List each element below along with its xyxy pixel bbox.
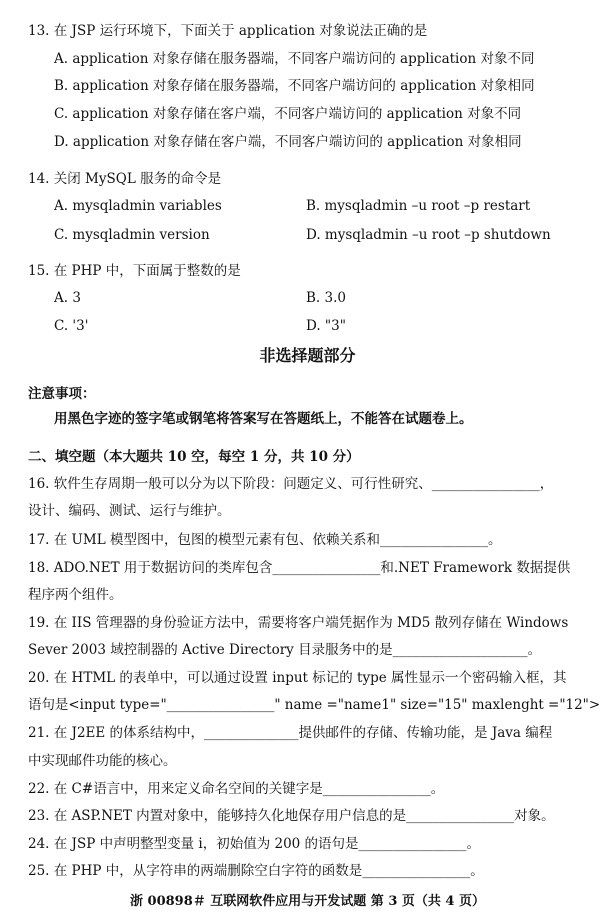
q15-option-d: D. "3" [306, 318, 346, 334]
q13-option-d: D. application 对象存储在客户端，不同客户端访问的 application 对象相同 [54, 134, 522, 150]
notice-text: 用黑色字迹的签字笔或钢笔将答案写在答题纸上，不能答在试题卷上。 [54, 411, 473, 427]
q14-option-b: B. mysqladmin –u root –p restart [306, 198, 531, 214]
q25: 25. 在 PHP 中，从字符串的两端删除空白字符的函数是________________。 [28, 863, 484, 879]
q18-line2: 程序两个组件。 [28, 587, 123, 603]
section-title: 非选择题部分 [259, 346, 356, 365]
q21-line1: 21. 在 J2EE 的体系结构中，______________提供邮件的存储、传输功能，是 Java 编程 [28, 725, 553, 741]
page-footer: 浙 00898＃ 互联网软件应用与开发试题 第 3 页（共 4 页） [130, 894, 485, 909]
q23: 23. 在 ASP.NET 内置对象中，能够持久化地保存用户信息的是________________对象。 [28, 808, 555, 824]
q24: 24. 在 JSP 中声明整型变量 i，初始值为 200 的语句是________________。 [28, 836, 481, 852]
q14-stem: 14. 关闭 MySQL 服务的命令是 [28, 171, 222, 187]
q15-option-a: A. 3 [54, 290, 81, 306]
q13-option-c: C. application 对象存储在客户端，不同客户端访问的 application 对象不同 [54, 106, 522, 122]
q13-option-a: A. application 对象存储在服务器端，不同客户端访问的 application 对象不同 [54, 51, 535, 67]
q15-stem: 15. 在 PHP 中，下面属于整数的是 [28, 263, 241, 279]
q16-line1: 16. 软件生存周期一般可以分为以下阶段：问题定义、可行性研究、________________， [28, 476, 554, 492]
q21-line2: 中实现邮件功能的核心。 [28, 753, 177, 769]
q22: 22. 在 C#语言中，用来定义命名空间的关键字是________________。 [28, 781, 445, 797]
q19-line2: Sever 2003 域控制器的 Active Directory 目录服务中的是____________________。 [28, 642, 542, 658]
q15-option-c: C. '3' [54, 318, 89, 334]
q14-option-a: A. mysqladmin variables [54, 198, 222, 214]
q18-line1: 18. ADO.NET 用于数据访问的类库包含________________和.NET Framework 数据提供 [28, 560, 571, 576]
notice-label: 注意事项： [28, 386, 96, 402]
q19-line1: 19. 在 IIS 管理器的身份验证方法中，需要将客户端凭据作为 MD5 散列存储在 Windows [28, 615, 569, 631]
q13-option-b: B. application 对象存储在服务器端，不同客户端访问的 application 对象相同 [54, 78, 535, 94]
q13-stem: 13. 在 JSP 运行环境下，下面关于 application 对象说法正确的是 [28, 23, 428, 39]
fill-section-header: 二、填空题（本大题共 10 空，每空 1 分，共 10 分） [28, 449, 360, 465]
q20-line2: 语句是<input type="________________" name ="name1" size="15" maxlenght ="12"> [28, 697, 601, 713]
q16-line2: 设计、编码、测试、运行与维护。 [28, 503, 231, 519]
q17: 17. 在 UML 模型图中，包图的模型元素有包、依赖关系和________________。 [28, 532, 502, 548]
q14-option-c: C. mysqladmin version [54, 227, 210, 243]
q15-option-b: B. 3.0 [306, 290, 346, 306]
q14-option-d: D. mysqladmin –u root –p shutdown [306, 227, 551, 243]
q20-line1: 20. 在 HTML 的表单中，可以通过设置 input 标记的 type 属性显示一个密码输入框，其 [28, 670, 567, 686]
